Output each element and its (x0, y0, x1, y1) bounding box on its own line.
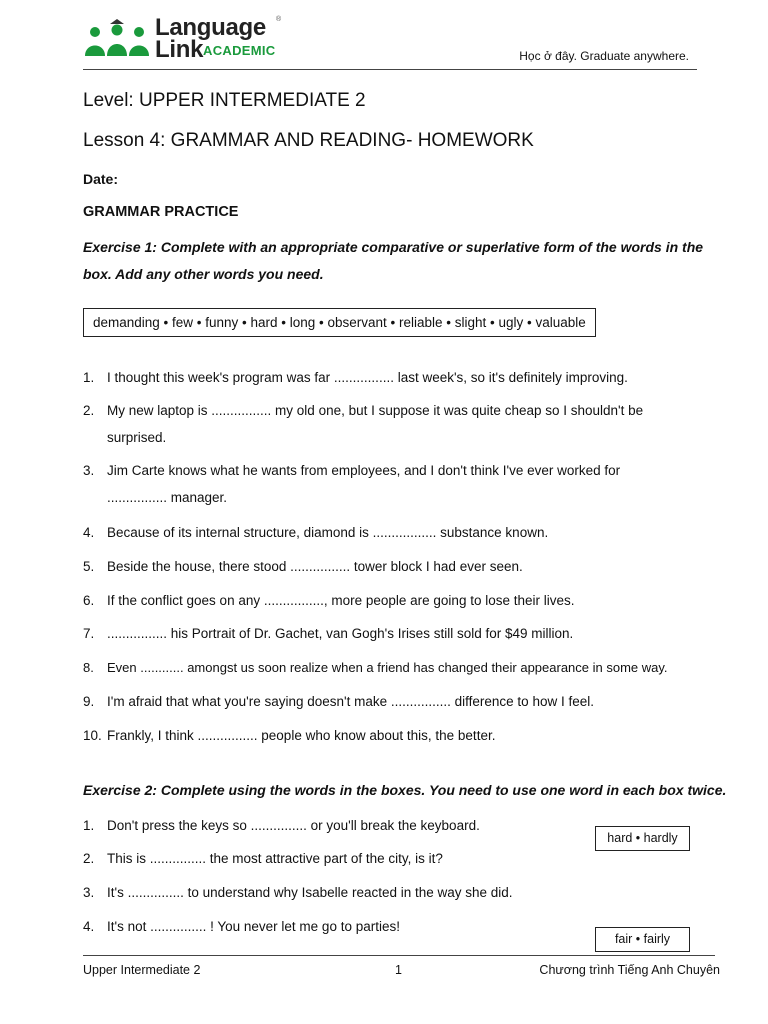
logo-text-language: Language (155, 14, 266, 41)
item-number: 8. (83, 660, 94, 675)
item-text: Jim Carte knows what he wants from employees, and I don't think I've ever worked for ................ manager. (107, 463, 621, 505)
item-number: 3. (83, 463, 95, 478)
item-text: If the conflict goes on any ................, more people are going to lose their lives. (107, 593, 575, 608)
page-number: 1 (395, 963, 402, 977)
exercise1-item (83, 688, 723, 715)
exercise2-item (83, 879, 583, 906)
exercise2-item (83, 913, 583, 940)
item-number: 9. (83, 694, 95, 709)
exercise1-item (83, 397, 683, 451)
item-number: 7. (83, 626, 95, 641)
exercise1-word-box: demanding • few • funny • hard • long • observant • reliable • slight • ugly • valuable (83, 308, 596, 337)
item-text: My new laptop is ................ my old one, but I suppose it was quite cheap so I shouldn't be surprised. (107, 403, 644, 445)
exercise1-item (83, 654, 723, 681)
item-text: Even ............ amongst us soon realize when a friend has changed their appearance in some way. (107, 660, 668, 675)
item-number: 4. (83, 525, 95, 540)
exercise1-item (83, 457, 653, 511)
item-text: It's ............... to understand why Isabelle reacted in the way she did. (107, 885, 513, 900)
exercise1-instruction-line1: Exercise 1: Complete with an appropriate comparative or superlative form of the words in the (83, 239, 704, 255)
footer-right: Chương trình Tiếng Anh Chuyên (539, 963, 720, 977)
section-title: GRAMMAR PRACTICE (83, 204, 239, 220)
item-number: 6. (83, 593, 95, 608)
item-number: 3. (83, 885, 95, 900)
logo-registered-mark: ® (276, 16, 282, 23)
logo-text-academic: ACADEMIC (203, 43, 276, 58)
item-text: Because of its internal structure, diamond is ................. substance known. (107, 525, 549, 540)
item-text: It's not ............... ! You never let me go to parties! (107, 919, 400, 934)
item-number: 5. (83, 559, 95, 574)
date-label: Date: (83, 171, 119, 187)
item-number: 1. (83, 818, 95, 833)
level-heading: Level: UPPER INTERMEDIATE 2 (83, 90, 366, 111)
exercise2-item (83, 845, 583, 872)
footer-divider (83, 955, 715, 956)
exercise1-item (83, 587, 723, 614)
item-number: 4. (83, 919, 95, 934)
exercise1-item (83, 364, 723, 391)
item-number: 10. (83, 728, 102, 743)
item-text: This is ............... the most attractive part of the city, is it? (107, 851, 443, 866)
exercise2-word-box-1: hard • hardly (595, 826, 690, 851)
logo-text-link: Link (155, 36, 204, 63)
item-text: Don't press the keys so ............... or you'll break the keyboard. (107, 818, 480, 833)
exercise1-item (83, 519, 723, 546)
exercise1-item (83, 620, 723, 647)
item-number: 2. (83, 851, 95, 866)
exercise1-item (83, 722, 723, 749)
exercise2-instruction: Exercise 2: Complete using the words in the boxes. You need to use one word in each box twice. (83, 782, 727, 798)
lesson-heading: Lesson 4: GRAMMAR AND READING- HOMEWORK (83, 130, 534, 151)
item-number: 2. (83, 403, 95, 418)
exercise2-word-box-2: fair • fairly (595, 927, 690, 952)
people-logo-icon (83, 18, 153, 58)
item-text: Frankly, I think ................ people who know about this, the better. (107, 728, 496, 743)
item-text: I thought this week's program was far ................ last week's, so it's definitely improving. (107, 370, 628, 385)
item-text: ................ his Portrait of Dr. Gachet, van Gogh's Irises still sold for $49 million. (107, 626, 574, 641)
exercise2-item (83, 812, 583, 839)
item-text: I'm afraid that what you're saying doesn't make ................ difference to how I feel. (107, 694, 594, 709)
header-divider (83, 69, 697, 70)
exercise1-instruction-line2: box. Add any other words you need. (83, 266, 324, 282)
footer-left: Upper Intermediate 2 (83, 963, 201, 977)
language-link-logo (83, 14, 293, 63)
item-text: Beside the house, there stood ................ tower block I had ever seen. (107, 559, 523, 574)
tagline: Học ở đây. Graduate anywhere. (519, 49, 689, 63)
exercise1-item (83, 553, 723, 580)
item-number: 1. (83, 370, 95, 385)
